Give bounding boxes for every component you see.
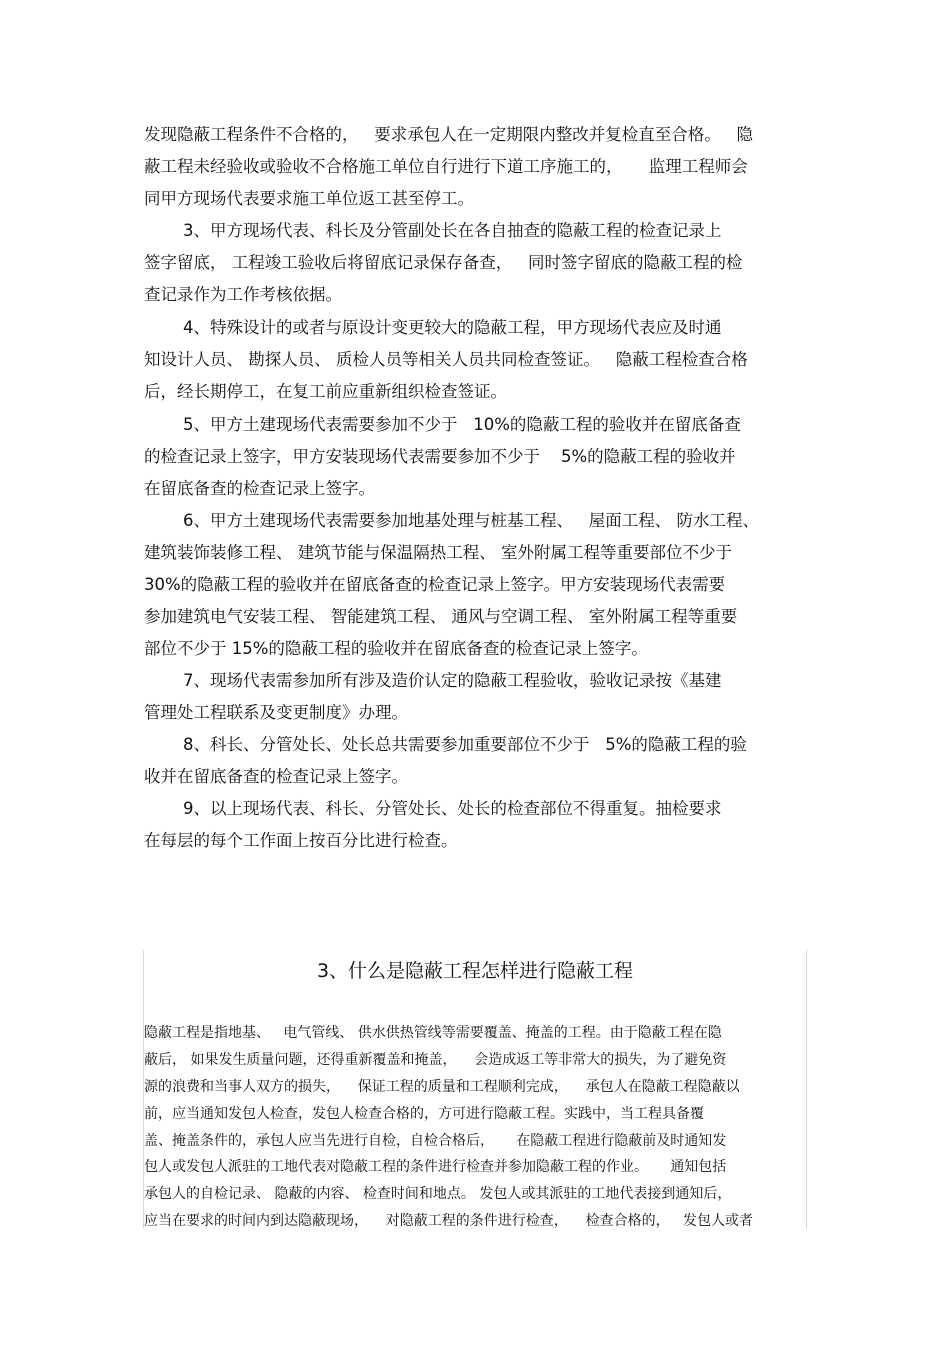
text-line: 发现隐蔽工程条件不合格的， 要求承包人在一定期限内整改并复检直至合格。 隐 [144,125,753,144]
text-line: 管理处工程联系及变更制度》办理。 [144,703,408,722]
text-line: 收并在留底备查的检查记录上签字。 [144,767,408,786]
text-line: 7、现场代表需参加所有涉及造价认定的隐蔽工程验收，验收记录按《基建 [183,671,722,690]
text-line: 在每层的每个工作面上按百分比进行检查。 [144,831,458,850]
text-line: 3、甲方现场代表、科长及分管副处长在各自抽查的隐蔽工程的检查记录上 [183,221,722,240]
text-line: 签字留底， 工程竣工验收后将留底记录保存备查， 同时签字留底的隐蔽工程的检 [144,253,743,272]
text-line: 的检查记录上签字，甲方安装现场代表需要参加不少于 5%的隐蔽工程的验收并 [144,447,736,466]
text-line: 5、甲方土建现场代表需要参加不少于 10%的隐蔽工程的验收并在留底备查 [183,415,741,434]
section-line: 包人或发包人派驻的工地代表对隐蔽工程的条件进行检查并参加隐蔽工程的作业。 通知包括 [144,1159,727,1175]
text-line: 参加建筑电气安装工程、 智能建筑工程、 通风与空调工程、 室外附属工程等重要 [144,607,738,626]
text-line: 9、以上现场代表、科长、分管处长、处长的检查部位不得重复。抽检要求 [183,799,722,818]
text-line: 部位不少于 15%的隐蔽工程的验收并在留底备查的检查记录上签字。 [144,639,648,658]
section-line: 蔽后， 如果发生质量问题，还得重新覆盖和掩盖， 会造成返工等非常大的损失，为了避免资 [144,1052,727,1068]
section-line: 应当在要求的时间内到达隐蔽现场， 对隐蔽工程的条件进行检查， 检查合格的， 发包人或者 [144,1213,753,1229]
text-line: 4、特殊设计的或者与原设计变更较大的隐蔽工程，甲方现场代表应及时通 [183,318,722,337]
text-line: 建筑装饰装修工程、 建筑节能与保温隔热工程、 室外附属工程等重要部位不少于 [144,543,732,562]
section-line: 隐蔽工程是指地基、 电气管线、 供水供热管线等需要覆盖、掩盖的工程。由于隐蔽工程在隐 [144,1025,722,1041]
section-line: 源的浪费和当事人双方的损失， 保证工程的质量和工程顺利完成， 承包人在隐蔽工程隐蔽以 [144,1079,740,1095]
text-line: 蔽工程未经验收或验收不合格施工单位自行进行下道工序施工的， 监理工程师会 [144,157,748,176]
text-line: 知设计人员、 勘探人员、 质检人员等相关人员共同检查签证。 隐蔽工程检查合格 [144,350,748,369]
text-line: 同甲方现场代表要求施工单位返工甚至停工。 [144,189,474,208]
text-line: 在留底备查的检查记录上签字。 [144,479,375,498]
section-line: 前，应当通知发包人检查，发包人检查合格的，方可进行隐蔽工程。实践中，当工程具备覆 [144,1106,704,1122]
text-line: 8、科长、分管处长、处长总共需要参加重要部位不少于 5%的隐蔽工程的验 [183,735,747,754]
section-right-rule [806,950,807,1228]
text-line: 后，经长期停工，在复工前应重新组织检查签证。 [144,382,507,401]
text-line: 6、甲方土建现场代表需要参加地基处理与桩基工程、 屋面工程、 防水工程、 [183,511,759,530]
text-line: 查记录作为工作考核依据。 [144,285,342,304]
section-line: 承包人的自检记录、 隐蔽的内容、 检查时间和地点。 发包人或其派驻的工地代表接到通知后， [144,1186,732,1202]
text-line: 30%的隐蔽工程的验收并在留底备查的检查记录上签字。甲方安装现场代表需要 [144,575,726,594]
section-title: 3、什么是隐蔽工程怎样进行隐蔽工程 [316,960,634,982]
section-line: 盖、掩盖条件的，承包人应当先进行自检，自检合格后， 在隐蔽工程进行隐蔽前及时通知发 [144,1133,727,1149]
